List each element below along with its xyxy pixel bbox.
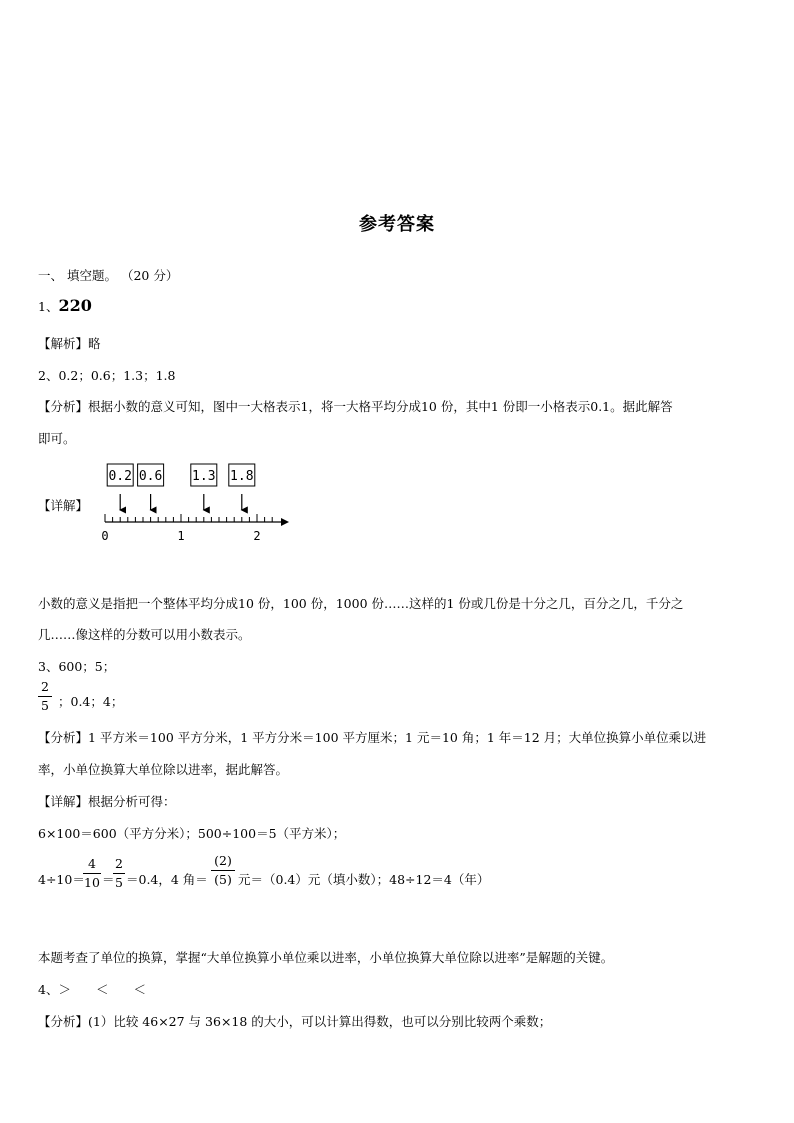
frac3-num: (2)	[214, 853, 232, 868]
q2-analysis-line1: 【分析】根据小数的意义可知，图中一大格表示1，将一大格平均分成10 份，其中1 份即一小格表示0.1。据此解答	[38, 399, 673, 414]
value-box-label: 0.2	[108, 469, 132, 484]
q3-calc2-frac3	[211, 854, 235, 887]
tick-label: 0	[101, 529, 109, 543]
q3-answer: 3、600；5；	[38, 659, 116, 674]
axis-arrow-icon	[281, 518, 289, 526]
q1-value: 220	[58, 296, 92, 315]
q3-frac-num: 2	[41, 679, 49, 694]
number-line-figure	[95, 460, 305, 545]
page-title: 参考答案	[359, 214, 435, 235]
value-box-label: 1.8	[230, 469, 254, 484]
q2-explain-line2: 几……像这样的分数可以用小数表示。	[38, 627, 251, 642]
tick-label: 1	[177, 529, 185, 543]
q3-analysis-line2: 率，小单位换算大单位除以进率，据此解答。	[38, 762, 289, 777]
q3-detail: 【详解】根据分析可得：	[38, 794, 176, 809]
q3-analysis-line1: 【分析】1 平方米＝100 平方分米，1 平方分米＝100 平方厘米；1 元＝10 角；1 年＝12 月；大单位换算小单位乘以进	[38, 730, 707, 745]
q2-explain-line1: 小数的意义是指把一个整体平均分成10 份，100 份，1000 份……这样的1 份或几份是十分之几，百分之几，千分之	[38, 596, 684, 611]
q3-calc2-frac2	[113, 857, 125, 890]
q2-detail-label: 【详解】	[38, 498, 89, 513]
q3-calc2-frac1	[83, 857, 101, 890]
q2-answer: 2、0.2；0.6；1.3；1.8	[38, 368, 176, 383]
q3-calc2-part2: ＝0.4，4 角＝	[126, 872, 208, 887]
value-box-label: 0.6	[138, 469, 163, 484]
q2-analysis-line2: 即可。	[38, 431, 76, 446]
q1-answer	[38, 296, 92, 315]
q3-summary: 本题考查了单位的换算，掌握“大单位换算小单位乘以进率，小单位换算大单位除以进率”是解题的关键。	[38, 950, 614, 965]
section-heading: 一、 填空题。 （20 分）	[38, 268, 179, 283]
frac1-num: 4	[88, 856, 96, 871]
q3-answer-rest: ；0.4；4；	[58, 694, 124, 709]
q3-calc2-part3: 元＝（0.4）元（填小数）；48÷12＝4（年）	[238, 872, 490, 887]
q3-calc2-eq: ＝	[102, 872, 115, 887]
value-box-label: 1.3	[192, 469, 216, 484]
q3-calc1: 6×100＝600（平方分米）；500÷100＝5（平方米）；	[38, 826, 346, 841]
q4-answer: 4、＞ ＜ ＜	[38, 982, 146, 997]
q3-calc2-part1: 4÷10＝	[38, 872, 85, 887]
q1-label: 1、	[38, 299, 59, 314]
frac3-den: (5)	[214, 872, 232, 887]
q3-frac-den: 5	[41, 698, 49, 713]
frac1-den: 10	[84, 875, 100, 890]
q1-analysis: 【解析】略	[38, 336, 101, 351]
tick-label: 2	[253, 529, 261, 543]
q3-fraction	[38, 680, 52, 713]
q4-analysis: 【分析】(1）比较 46×27 与 36×18 的大小，可以计算出得数，也可以分别比较两个乘数；	[38, 1014, 552, 1029]
frac2-num: 2	[115, 856, 123, 871]
frac2-den: 5	[115, 875, 123, 890]
